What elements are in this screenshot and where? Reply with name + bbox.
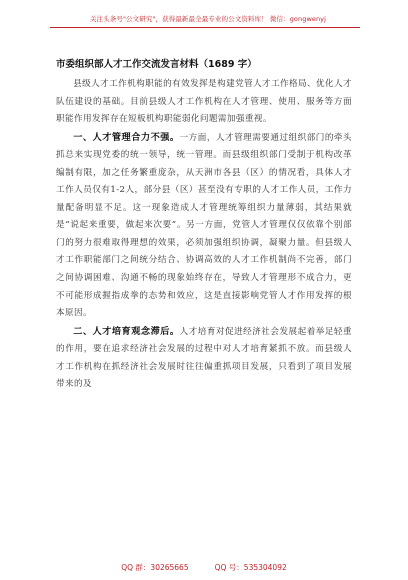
paragraph-text: 人才培育对促进经济社会发展起着举足轻重的作用，要在追求经济社会发展的过程中对人才培育紧抓不放。而县级人才工作机构在抓经济社会发展时往往偏重抓项目发展，只看到了项目发展带来的及 <box>56 326 352 390</box>
header-divider <box>50 27 360 28</box>
paragraph-text: 一方面，人才管理需要通过组织部门的牵头抓总来实现党委的统一领导，统一管理。而县级组织部门受制于机构改革编制有限，加之任务繁重庞杂，从天洲市各县（区）的情况看，具体人才工作人员仅有1-2人，部分县（区）甚至没有专职的人才工作人员，工作力量配备明显不足。这一现象造成人才管理统筹组织力量薄弱，其结果就是“说起来重要，做起来次要”。另一方面，党管人才管理仅仅依靠个别部门的努力很难取得理想的效果，必须加强组织协调，凝聚力量。但县级人才工作职能部门之间统分结合、协调高效的人才工作机制尚不完善，部门之间协调困难、沟通不畅的现象始终存在，导致人才管理形不成合力，更不可能形成握指成拳的态势和效应，这是直接影响党管人才作用发挥的根本原因。 <box>56 132 352 319</box>
document-title: 市委组织部人才工作交流发言材料（1689 字） <box>56 59 257 70</box>
section-paragraph-1 <box>56 129 352 323</box>
qq-number-label: QQ 号：535304092 <box>214 563 287 572</box>
section-paragraph-2 <box>56 323 352 394</box>
promo-header: 关注头条号"公文研究"，获得最新最全最专业的公文资料库！ 微信：gongwenyj <box>89 15 327 23</box>
contact-footer <box>0 562 408 573</box>
paragraph-text: 县级人才工作机构职能的有效发挥是构建党管人才工作格局、优化人才队伍建设的基础。目前县级人才工作机构在人才管理、使用、服务等方面职能作用发挥存在短板机构职能弱化问题需加强重视。 <box>56 79 352 125</box>
qq-group-label: QQ 群：30265665 <box>121 563 189 572</box>
document-body <box>56 76 352 394</box>
section-heading: 二、人才培育观念滞后。 <box>73 325 180 337</box>
intro-paragraph <box>56 76 352 129</box>
section-heading: 一、人才管理合力不强。 <box>73 131 180 143</box>
